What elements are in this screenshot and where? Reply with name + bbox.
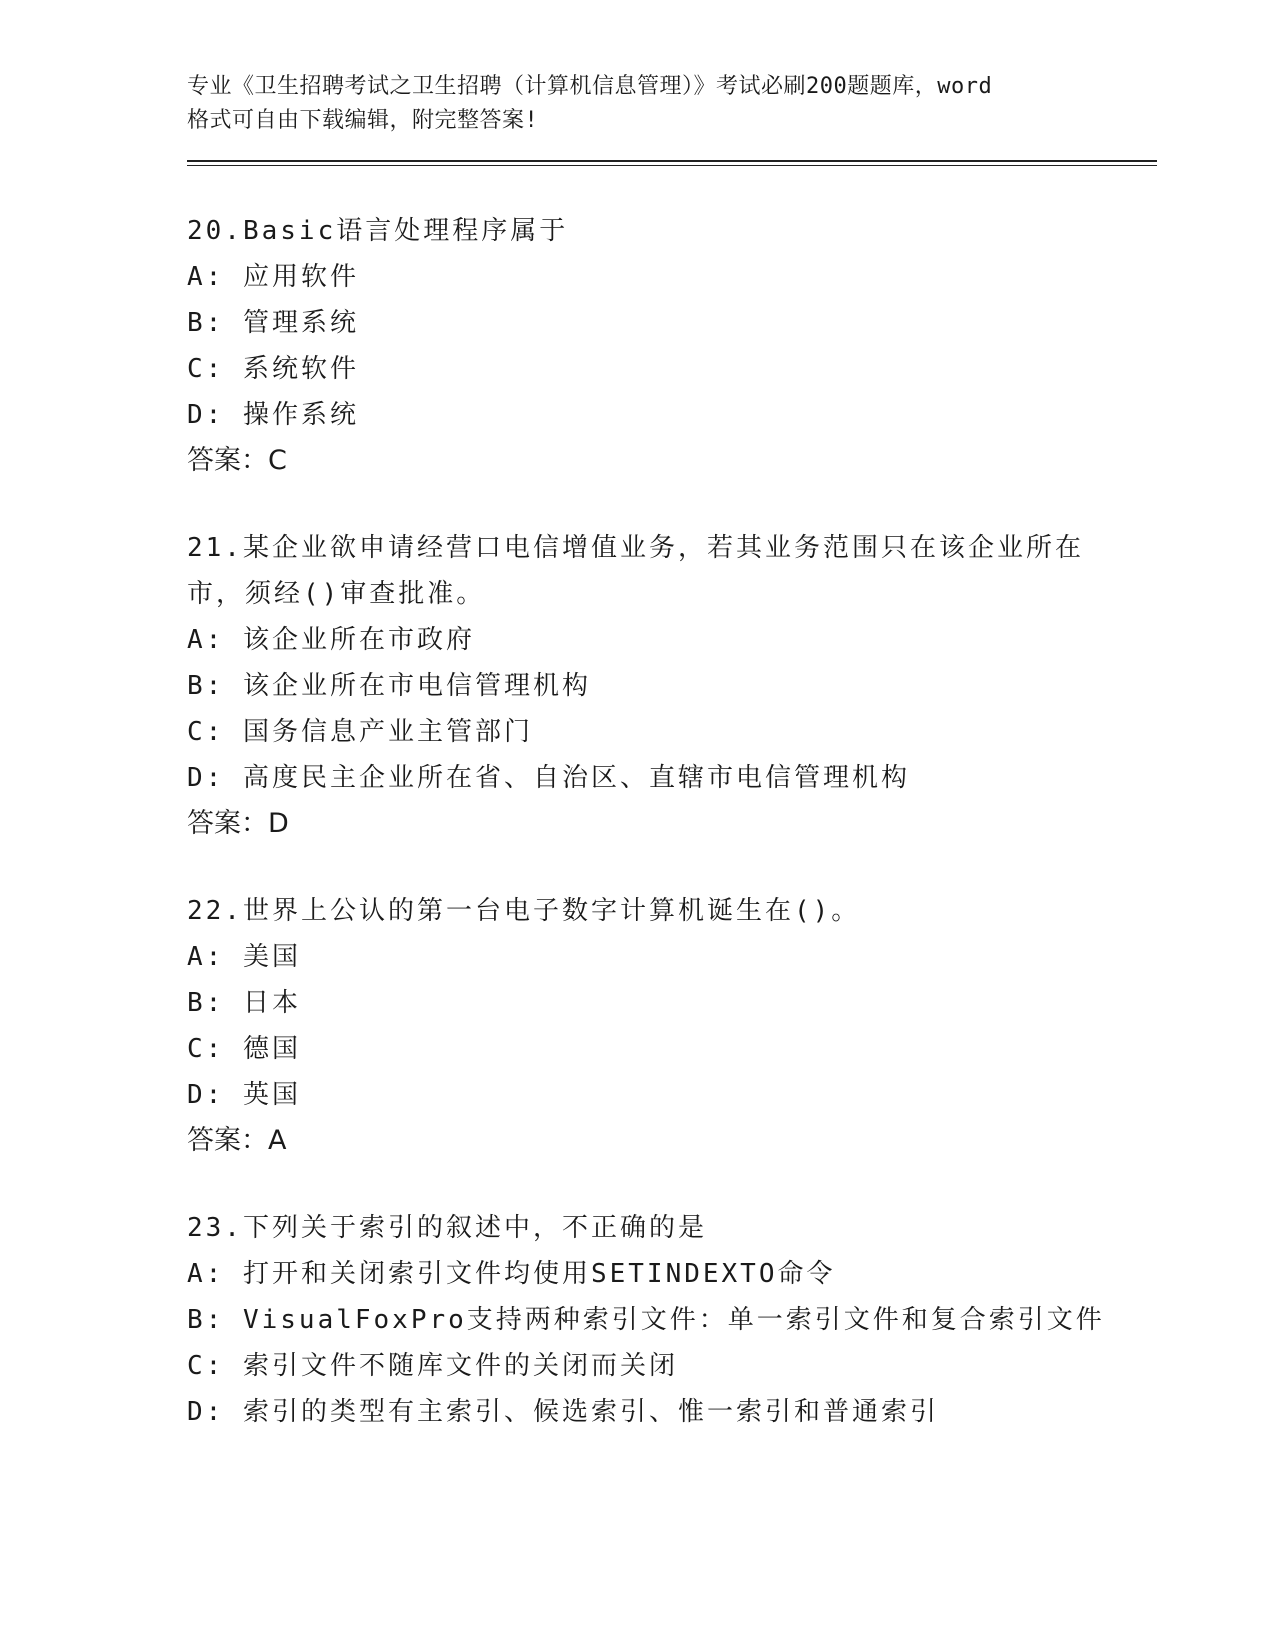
option-a: A: 应用软件 bbox=[187, 262, 359, 292]
option-c: C: 索引文件不随库文件的关闭而关闭 bbox=[187, 1351, 678, 1381]
header-line-2: 格式可自由下载编辑，附完整答案! bbox=[187, 108, 539, 133]
option-d: D: 英国 bbox=[187, 1080, 301, 1110]
document-header bbox=[187, 70, 1087, 138]
option-c: C: 系统软件 bbox=[187, 354, 359, 384]
answer: 答案：C bbox=[187, 445, 287, 476]
header-divider bbox=[187, 160, 1157, 166]
option-a: A: 打开和关闭索引文件均使用SETINDEXTO命令 bbox=[187, 1259, 836, 1289]
question-text: 21.某企业欲申请经营口电信增值业务，若其业务范围只在该企业所在市，须经()审查批准。 bbox=[187, 533, 1084, 609]
option-d: D: 高度民主企业所在省、自治区、直辖市电信管理机构 bbox=[187, 763, 910, 793]
option-d: D: 操作系统 bbox=[187, 400, 359, 430]
header-line-1: 专业《卫生招聘考试之卫生招聘（计算机信息管理）》考试必刷200题题库，word bbox=[187, 74, 993, 99]
question-21 bbox=[187, 525, 1167, 847]
answer: 答案：D bbox=[187, 808, 289, 839]
option-c: C: 德国 bbox=[187, 1034, 301, 1064]
question-text: 23.下列关于索引的叙述中，不正确的是 bbox=[187, 1213, 707, 1243]
option-d: D: 索引的类型有主索引、候选索引、惟一索引和普通索引 bbox=[187, 1397, 939, 1427]
question-text: 22.世界上公认的第一台电子数字计算机诞生在()。 bbox=[187, 896, 861, 926]
option-b: B: 日本 bbox=[187, 988, 301, 1018]
option-c: C: 国务信息产业主管部门 bbox=[187, 717, 533, 747]
option-a: A: 美国 bbox=[187, 942, 301, 972]
document-page bbox=[187, 70, 1167, 1476]
question-list bbox=[187, 208, 1167, 1435]
option-a: A: 该企业所在市政府 bbox=[187, 625, 475, 655]
question-23 bbox=[187, 1205, 1167, 1435]
option-b: B: VisualFoxPro支持两种索引文件：单一索引文件和复合索引文件 bbox=[187, 1305, 1105, 1335]
question-20 bbox=[187, 208, 1167, 484]
question-22 bbox=[187, 888, 1167, 1164]
option-b: B: 该企业所在市电信管理机构 bbox=[187, 671, 591, 701]
option-b: B: 管理系统 bbox=[187, 308, 359, 338]
question-text: 20.Basic语言处理程序属于 bbox=[187, 216, 569, 246]
answer: 答案：A bbox=[187, 1125, 287, 1156]
